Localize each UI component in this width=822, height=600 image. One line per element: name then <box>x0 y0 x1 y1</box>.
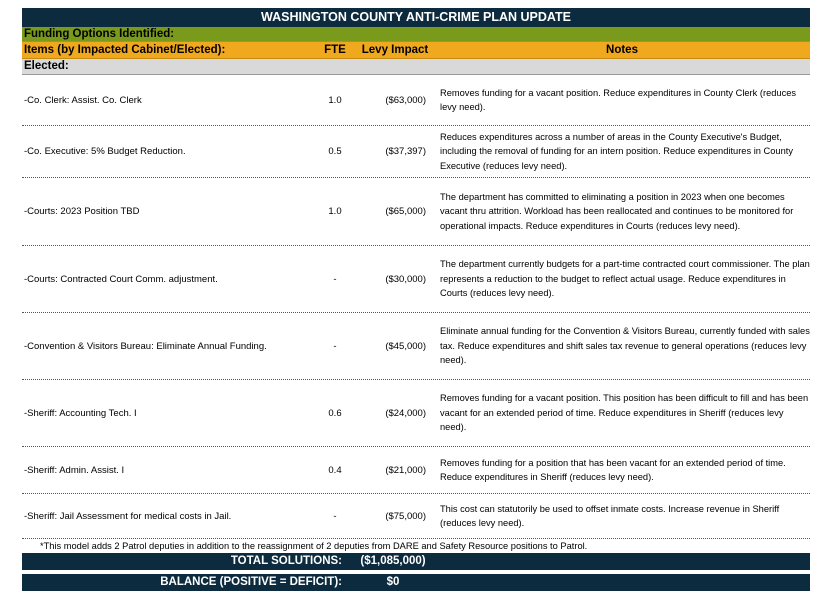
row-item: -Courts: Contracted Court Comm. adjustment. <box>24 273 218 285</box>
row-fte: 0.5 <box>328 146 342 157</box>
row-item: -Sheriff: Accounting Tech. I <box>24 407 137 419</box>
balance-label: BALANCE (POSITIVE = DEFICIT): <box>160 576 342 588</box>
row-item: -Sheriff: Admin. Assist. I <box>24 464 125 476</box>
row-item: -Co. Executive: 5% Budget Reduction. <box>24 146 186 157</box>
row-fte: 1.0 <box>328 206 342 217</box>
total-value: ($1,085,000) <box>360 555 426 567</box>
table-row <box>22 75 810 126</box>
section-elected: Elected: <box>22 59 810 75</box>
row-notes: Removes funding for a vacant position. This position has been difficult to fill and has been vacant for an extended period of time. Reduce expenditures in Sheriff (reduces levy need). <box>440 393 809 433</box>
total-label: TOTAL SOLUTIONS: <box>230 555 342 567</box>
row-notes: Removes funding for a position that has been vacant for an extended period of time. Reduce expenditures in Sheriff (reduces levy need). <box>440 457 786 482</box>
row-fte: 0.6 <box>328 407 342 419</box>
row-item: -Convention & Visitors Bureau: Eliminate Annual Funding. <box>24 340 267 352</box>
row-fte: - <box>333 340 337 352</box>
row-levy: ($37,397) <box>385 146 426 157</box>
row-notes: Eliminate annual funding for the Convention & Visitors Bureau, currently funded with sales tax. Reduce expenditures and shift sales tax revenue to general operations (reduces levy need). <box>440 326 810 366</box>
table-row <box>22 126 810 178</box>
table-row <box>22 494 810 539</box>
header-items: Items (by Impacted Cabinet/Elected): <box>24 44 226 56</box>
row-item: -Co. Clerk: Assist. Co. Clerk <box>24 94 142 106</box>
row-notes: Removes funding for a vacant position. Reduce expenditures in County Clerk (reduces levy need). <box>440 87 797 112</box>
row-levy: ($63,000) <box>385 94 426 106</box>
spreadsheet <box>22 8 810 591</box>
table-row <box>22 380 810 447</box>
row-levy: ($65,000) <box>385 206 426 217</box>
table-row <box>22 178 810 246</box>
header-notes: Notes <box>606 44 638 56</box>
table-row <box>22 313 810 380</box>
balance-value: $0 <box>386 576 400 588</box>
row-notes: Reduces expenditures across a number of areas in the County Executive's Budget, including the removal of funding for an intern position. Reduce expenditures in County Executive (reduces levy need). <box>440 131 793 171</box>
column-header-row <box>22 41 810 59</box>
footnote: *This model adds 2 Patrol deputies in addition to the reassignment of 2 deputies from DARE and Safety Resource positions to Patrol. <box>40 541 588 551</box>
table-row <box>22 447 810 494</box>
row-notes: The department currently budgets for a part-time contracted court commissioner. The plan represents a reduction to the budget to reflect actual usage. Reduce expenditures in Courts (reduces levy need). <box>440 259 810 299</box>
funding-options-label: Funding Options Identified: <box>22 27 810 41</box>
sheet-title: WASHINGTON COUNTY ANTI-CRIME PLAN UPDATE <box>22 8 810 27</box>
row-item: -Sheriff: Jail Assessment for medical costs in Jail. <box>24 510 232 522</box>
row-levy: ($24,000) <box>385 407 426 419</box>
row-notes: This cost can statutorily be used to offset inmate costs. Increase revenue in Sheriff (reduces levy need). <box>440 503 780 528</box>
row-levy: ($45,000) <box>385 340 426 352</box>
row-fte: - <box>333 273 337 285</box>
row-fte: - <box>333 510 337 522</box>
table-row <box>22 246 810 313</box>
header-levy-impact: Levy Impact <box>361 44 429 56</box>
row-levy: ($75,000) <box>385 510 426 522</box>
row-fte: 1.0 <box>328 94 342 106</box>
header-fte: FTE <box>324 44 346 56</box>
total-solutions-row <box>22 553 810 570</box>
balance-row <box>22 573 810 591</box>
row-fte: 0.4 <box>328 464 342 476</box>
row-notes: The department has committed to eliminating a position in 2023 when one becomes vacant thru attrition. Workload has been reallocated and continues to be monitored for operational impacts. Reduce expenditures in Courts (reduces levy need). <box>440 191 794 231</box>
row-item: -Courts: 2023 Position TBD <box>24 206 140 217</box>
row-levy: ($21,000) <box>385 464 426 476</box>
row-levy: ($30,000) <box>385 273 426 285</box>
